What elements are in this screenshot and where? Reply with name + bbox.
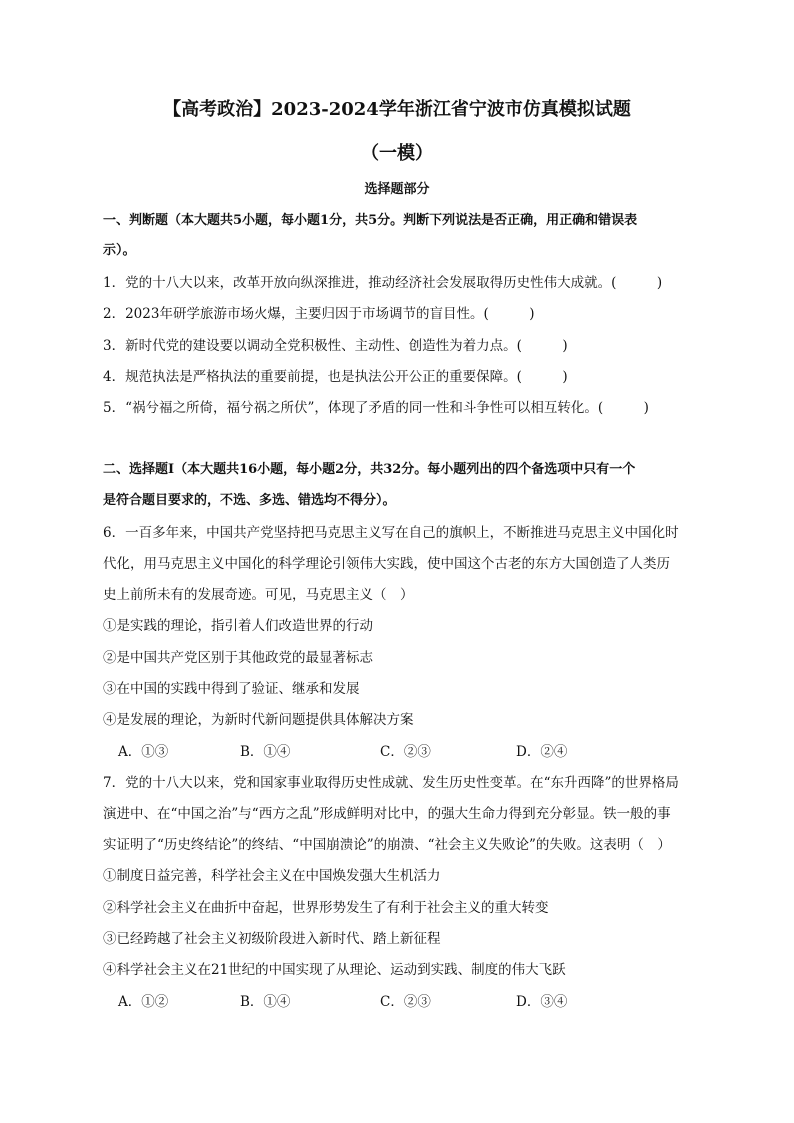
part2-heading: 二、选择题Ⅰ（本大题共16小题，每小题2分，共32分。每小题列出的四个备选项中只有一个 — [103, 462, 636, 477]
part2-heading-cont: 是符合题目要求的，不选、多选、错选均不得分）。 — [103, 493, 396, 508]
question-6-option-3: ③在中国的实践中得到了验证、继承和发展 — [103, 681, 360, 697]
question-6-option-4: ④是发展的理论，为新时代新问题提供具体解决方案 — [103, 712, 414, 728]
question-7-option-4: ④科学社会主义在21世纪的中国实现了从理论、运动到实践、制度的伟大飞跃 — [103, 962, 566, 978]
question-5: 5．“祸兮福之所倚，福兮祸之所伏”，体现了矛盾的同一性和斗争性可以相互转化。( ) — [103, 400, 649, 416]
part1-heading-cont: 示）。 — [103, 243, 136, 258]
question-6-stem-line2: 代化，用马克思主义中国化的科学理论引领伟大实践，使中国这个古老的东方大国创造了人类历 — [103, 556, 670, 572]
question-7-choice-a: A．①② — [118, 994, 169, 1010]
question-6-choice-c: C．②③ — [380, 744, 431, 760]
question-4: 4．规范执法是严格执法的重要前提，也是执法公开公正的重要保障。( ) — [103, 369, 568, 385]
question-6-option-1: ①是实践的理论，指引着人们改造世界的行动 — [103, 618, 373, 634]
question-6-stem: 6．一百多年来，中国共产党坚持把马克思主义写在自己的旗帜上，不断推进马克思主义中国化时 — [103, 525, 679, 541]
question-7-option-1: ①制度日益完善，科学社会主义在中国焕发强大生机活力 — [103, 868, 441, 884]
question-6-choice-a: A．①③ — [118, 744, 169, 760]
question-7-stem-line2: 演进中、在“中国之治”与“西方之乱”形成鲜明对比中，的强大生命力得到充分彰显。铁一般的事 — [103, 806, 671, 822]
question-6-choice-d: D．②④ — [516, 744, 568, 760]
question-3: 3．新时代党的建设要以调动全党积极性、主动性、创造性为着力点。( ) — [103, 338, 568, 354]
question-7-option-2: ②科学社会主义在曲折中奋起，世界形势发生了有利于社会主义的重大转变 — [103, 900, 549, 916]
page-subtitle: （一模） — [361, 143, 433, 164]
question-7-stem: 7．党的十八大以来，党和国家事业取得历史性成就、发生历史性变革。在“东升西降”的世界格局 — [103, 775, 679, 791]
question-2: 2．2023年研学旅游市场火爆，主要归因于市场调节的盲目性。( ) — [103, 306, 535, 322]
question-7-option-3: ③已经跨越了社会主义初级阶段进入新时代、踏上新征程 — [103, 931, 441, 947]
question-1: 1．党的十八大以来，改革开放向纵深推进，推动经济社会发展取得历史性伟大成就。( ) — [103, 275, 663, 291]
section-title: 选择题部分 — [364, 182, 430, 197]
question-7-choice-b: B．①④ — [240, 994, 291, 1010]
question-7-choice-d: D．③④ — [516, 994, 568, 1010]
question-6-option-2: ②是中国共产党区别于其他政党的最显著标志 — [103, 650, 373, 666]
question-6-choice-b: B．①④ — [240, 744, 291, 760]
question-7-stem-line3: 实证明了“历史终结论”的终结、“中国崩溃论”的崩溃、“社会主义失败论”的失败。这表明（ ） — [103, 837, 671, 853]
question-6-stem-line3: 史上前所未有的发展奇迹。可见，马克思主义（ ） — [103, 587, 414, 603]
question-7-choice-c: C．②③ — [380, 994, 431, 1010]
page-title: 【高考政治】2023-2024学年浙江省宁波市仿真模拟试题 — [163, 99, 631, 120]
part1-heading: 一、判断题（本大题共5小题，每小题1分，共5分。判断下列说法是否正确，用正确和错误表 — [103, 213, 638, 228]
